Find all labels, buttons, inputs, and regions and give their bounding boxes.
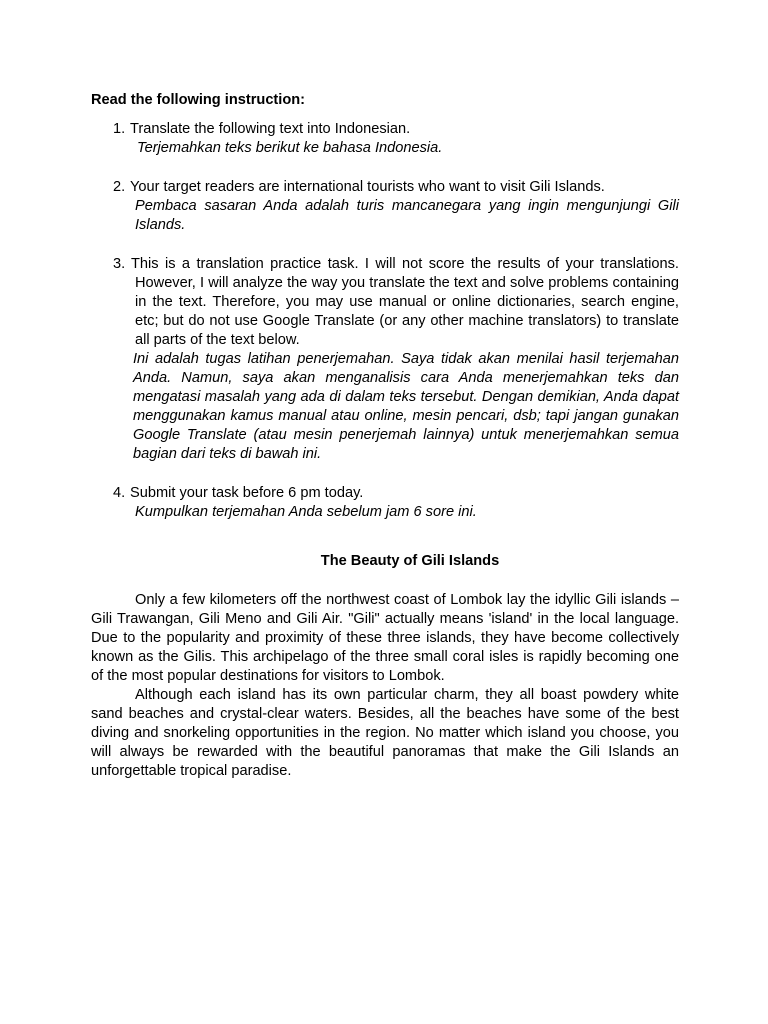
instruction-number: 4. [113, 485, 126, 501]
instruction-number: 1. [113, 121, 126, 137]
instruction-english: Submit your task before 6 pm today. [130, 485, 364, 501]
instruction-indonesian: Pembaca sasaran Anda adalah turis mancanegara yang ingin mengunjungi Gili Islands. [135, 198, 679, 233]
instruction-indonesian: Kumpulkan terjemahan Anda sebelum jam 6 sore ini. [135, 504, 477, 520]
text-title: The Beauty of Gili Islands [320, 553, 500, 569]
instruction-indonesian: Terjemahkan teks berikut ke bahasa Indonesia. [137, 140, 443, 156]
instruction-heading: Read the following instruction: [91, 92, 306, 108]
body-paragraph-1: Only a few kilometers off the northwest coast of Lombok lay the idyllic Gili islands – Gili Trawangan, Gili Meno and Gili Air. "Gili" actually means 'island' in the local language. Due to the popularity and proximity of these three islands, they have become collectively known as the Gilis. This archipelago of the three small coral isles is rapidly becoming one of the most popular destinations for visitors to Lombok. [91, 592, 679, 684]
instruction-item-4 [91, 484, 679, 522]
instruction-item-2 [91, 178, 679, 235]
instruction-number: 2. [113, 179, 126, 195]
instruction-english: This is a translation practice task. I will not score the results of your translations. However, I will analyze the way you translate the text and solve problems containing in the text. Therefore, you may use manual or online dictionaries, search engine, etc; but do not use Google Translate (or any other machine translators) to translate all parts of the text below. [131, 256, 679, 348]
instruction-number: 3. [113, 256, 126, 272]
instruction-item-3 [91, 255, 679, 464]
instruction-english: Translate the following text into Indonesian. [130, 121, 411, 137]
instruction-indonesian: Ini adalah tugas latihan penerjemahan. Saya tidak akan menilai hasil terjemahan Anda. Namun, saya akan menganalisis cara Anda menerjemahkan teks dan mengatasi masalah yang ada di dalam teks tersebut. Dengan demikian, Anda dapat menggunakan kamus manual atau online, mesin pencari, dsb; tapi jangan gunakan Google Translate (atau mesin penerjemah lainnya) untuk menerjemahkan semua bagian dari teks di bawah ini. [133, 351, 679, 462]
instruction-item-1 [91, 120, 679, 158]
instruction-english: Your target readers are international tourists who want to visit Gili Islands. [130, 179, 605, 195]
body-paragraph-2: Although each island has its own particular charm, they all boast powdery white sand beaches and crystal-clear waters. Besides, all the beaches have some of the best diving and snorkeling opportunities in the region. No matter which island you choose, you will always be rewarded with the beautiful panoramas that make the Gili Islands an unforgettable tropical paradise. [91, 687, 679, 779]
document-page [91, 91, 679, 781]
